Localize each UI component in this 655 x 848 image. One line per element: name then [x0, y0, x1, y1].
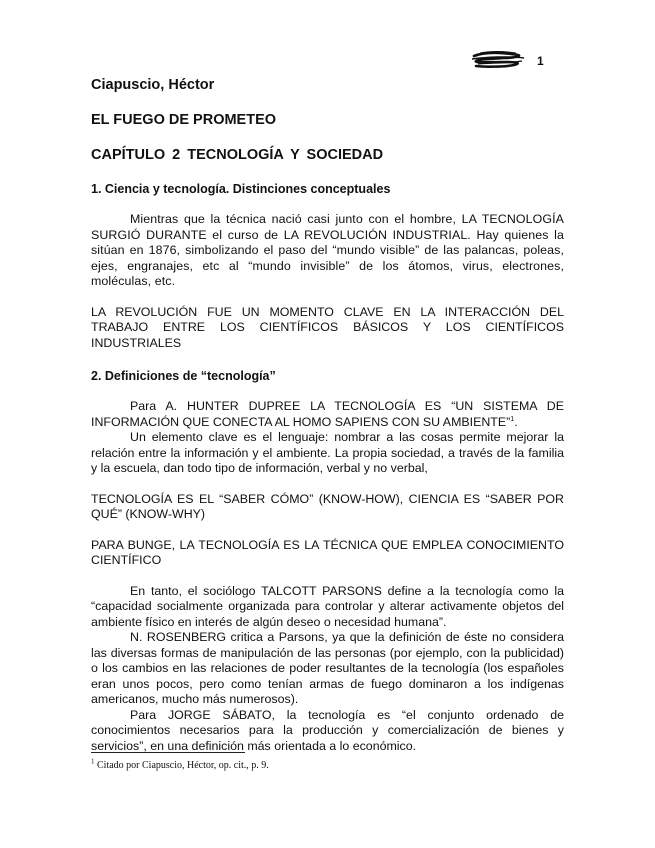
paragraph-3-end: .	[514, 414, 518, 429]
paragraph-7: En tanto, el sociólogo TALCOTT PARSONS define a la tecnología como la “capacidad socialmente organizada para controlar y alterar activamente objetos del ambiente físico en interés de algún deseo o necesidad humana”.	[91, 583, 564, 629]
paragraph-8: N. ROSENBERG critica a Parsons, ya que la definición de éste no considera las diversas formas de manipulación de las personas (por ejemplo, con la publicidad) o los cambios en las relaciones de poder resultantes de la tecnología (los españoles eran unos pocos, pero como tenían armas de fuego dominaron a los indígenas americanos, mucho más numerosos).	[91, 630, 564, 706]
paragraph-2: LA REVOLUCIÓN FUE UN MOMENTO CLAVE EN LA INTERACCIÓN DEL TRABAJO ENTRE LOS CIENTÍFICOS BÁSICOS Y LOS CIENTÍFICOS INDUSTRIALES	[91, 304, 564, 350]
section-heading-2: 2. Definiciones de “tecnología”	[91, 369, 276, 383]
paragraph-9: Para JORGE SÁBATO, la tecnología es “el conjunto ordenado de conocimientos necesarios para la producción y comercialización de bienes y servicios”, en una definición más orientada a lo económico.	[91, 707, 564, 753]
document-body	[91, 76, 564, 754]
footnote-mark: 1	[91, 757, 95, 766]
section-heading-1: 1. Ciencia y tecnología. Distinciones conceptuales	[91, 182, 391, 196]
footnote	[91, 757, 269, 772]
paragraph-1: Mientras que la técnica nació casi junto con el hombre, LA TECNOLOGÍA SURGIÓ DURANTE el curso de LA REVOLUCIÓN INDUSTRIAL. Hay quienes la sitúan en 1876, simbolizando el paso del “mundo visible” de las palancas, poleas, ejes, engranajes, etc al “mundo invisible” de los átomos, virus, electrones, moléculas, etc.	[91, 212, 564, 288]
paragraph-3-text: Para A. HUNTER DUPREE LA TECNOLOGÍA ES “UN SISTEMA DE INFORMACIÓN QUE CONECTA AL HOMO SAPIENS CON SU AMBIENTE”	[91, 399, 564, 429]
footnote-text: Citado por Ciapuscio, Héctor, op. cit., p. 9.	[94, 760, 269, 771]
scribbled-logo-icon	[470, 50, 526, 70]
page-number: 1	[537, 54, 544, 68]
paragraph-5: TECNOLOGÍA ES EL “SABER CÓMO” (KNOW-HOW), CIENCIA ES “SABER POR QUÉ” (KNOW-WHY)	[91, 491, 564, 521]
paragraph-6: PARA BUNGE, LA TECNOLOGÍA ES LA TÉCNICA QUE EMPLEA CONOCIMIENTO CIENTÍFICO	[91, 537, 564, 567]
author-heading: Ciapuscio, Héctor	[91, 77, 215, 93]
footnote-reference[interactable]: 1	[510, 415, 515, 423]
paragraph-4: Un elemento clave es el lenguaje: nombrar a las cosas permite mejorar la relación entre la información y el ambiente. La propia sociedad, a través de la familia y la escuela, dan todo tipo de información, verbal y no verbal,	[91, 430, 564, 475]
book-title: EL FUEGO DE PROMETEO	[91, 112, 277, 128]
footnote-divider	[91, 752, 245, 753]
chapter-title: CAPÍTULO 2 TECNOLOGÍA Y SOCIEDAD	[91, 147, 384, 163]
paragraph-3	[91, 399, 564, 430]
